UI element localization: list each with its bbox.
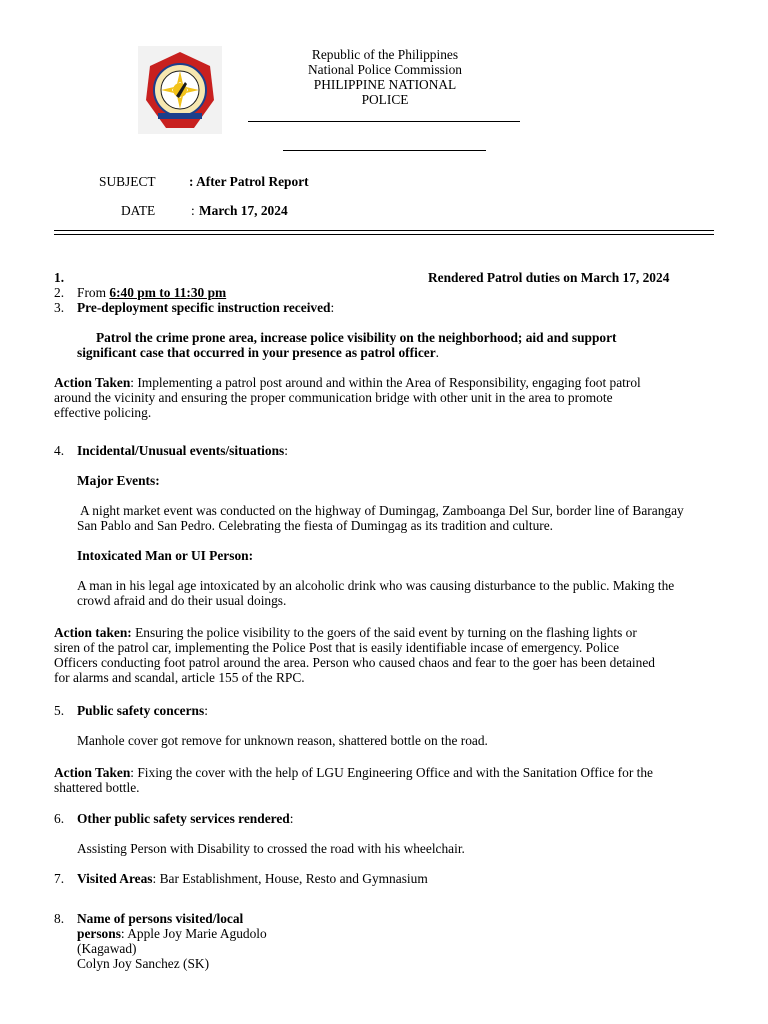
- action2-line1: [54, 625, 724, 641]
- action2-label: Action taken:: [54, 625, 132, 640]
- item3-colon: :: [330, 300, 335, 315]
- action2-line3: Officers conducting foot patrol around the area. Person who caused chaos and fear to the goer has been detained: [54, 655, 655, 670]
- action1-line3: effective policing.: [54, 405, 152, 420]
- item8-title-line2: persons: [77, 926, 121, 941]
- item7-title: Visited Areas: [77, 871, 153, 886]
- item6-text: Assisting Person with Disability to crossed the road with his wheelchair.: [77, 841, 465, 856]
- item8-person2: Colyn Joy Sanchez (SK): [77, 956, 210, 971]
- item5-heading: [77, 703, 208, 719]
- subject-value: : After Patrol Report: [189, 174, 309, 189]
- action2-line2: siren of the patrol car, implementing the Police Post that is easily identifiable incase of emergency. Police: [54, 640, 620, 655]
- action1-text1: : Implementing a patrol post around and within the Area of Responsibility, engaging foot patrol: [130, 375, 641, 390]
- date-colon: :: [191, 203, 195, 218]
- logo-box: [138, 46, 222, 134]
- item5-title: Public safety concerns: [77, 703, 205, 718]
- intoxicated-line1: A man in his legal age intoxicated by an alcoholic drink who was causing disturbance to the public. Making the: [77, 578, 675, 593]
- item7-number: 7.: [54, 871, 65, 886]
- item4-heading: [77, 443, 288, 459]
- action1-label: Action Taken: [54, 375, 131, 390]
- divider-top: [54, 230, 714, 231]
- pnp-seal-icon: [138, 46, 222, 134]
- action2-text1: Ensuring the police visibility to the goers of the said event by turning on the flashing lights or: [131, 625, 637, 640]
- action2-line4: for alarms and scandal, article 155 of the RPC.: [54, 670, 305, 685]
- item3-title: Pre-deployment specific instruction received: [77, 300, 331, 315]
- divider-bottom: [54, 234, 714, 235]
- action3-text1: : Fixing the cover with the help of LGU Engineering Office and with the Sanitation Office for the: [130, 765, 653, 780]
- item5-colon: :: [204, 703, 208, 718]
- item4-colon: :: [284, 443, 288, 458]
- item3-instruction-end: .: [435, 345, 440, 360]
- subject-label: SUBJECT: [99, 174, 156, 189]
- item4-number: 4.: [54, 443, 65, 458]
- action3-line2: shattered bottle.: [54, 780, 140, 795]
- intoxicated-line2: crowd afraid and do their usual doings.: [77, 593, 287, 608]
- item4-title: Incidental/Unusual events/situations: [77, 443, 285, 458]
- item5-text: Manhole cover got remove for unknown reason, shattered bottle on the road.: [77, 733, 488, 748]
- item1-text: Rendered Patrol duties on March 17, 2024: [428, 270, 670, 285]
- header-line-2: National Police Commission: [308, 62, 462, 77]
- item3-instruction-line2: significant case that occurred in your presence as patrol officer: [77, 345, 436, 360]
- item7-text: : Bar Establishment, House, Resto and Gymnasium: [152, 871, 428, 886]
- major-events-title: Major Events:: [77, 473, 160, 488]
- item8-title-line1: Name of persons visited/local: [77, 911, 244, 926]
- header-rule-2: [283, 150, 486, 151]
- item8-line2: [77, 926, 267, 942]
- item8-person1: : Apple Joy Marie Agudolo: [120, 926, 267, 941]
- header-line-4: POLICE: [361, 92, 409, 107]
- item3-heading: [77, 300, 334, 316]
- action1-line1: [54, 375, 724, 391]
- header-line-3: PHILIPPINE NATIONAL: [313, 77, 457, 92]
- action3-label: Action Taken: [54, 765, 131, 780]
- item2-text: [77, 285, 226, 301]
- item6-heading: [77, 811, 293, 827]
- header-rule-1: [248, 121, 520, 122]
- item3-instruction-line2-wrap: [77, 345, 439, 361]
- header-line-1: Republic of the Philippines: [311, 47, 459, 62]
- item6-colon: :: [289, 811, 294, 826]
- date-value: March 17, 2024: [199, 203, 288, 218]
- item2-prefix: From: [77, 285, 107, 300]
- intoxicated-title: Intoxicated Man or UI Person:: [77, 548, 254, 563]
- item8-person1-role: (Kagawad): [77, 941, 137, 956]
- action3-line1: [54, 765, 724, 781]
- item7-line: [77, 871, 428, 887]
- item3-number: 3.: [54, 300, 65, 315]
- item1-number: 1.: [54, 270, 65, 285]
- major-events-line1: A night market event was conducted on the highway of Dumingag, Zamboanga Del Sur, border line of Barangay: [80, 503, 684, 518]
- date-label: DATE: [121, 203, 156, 218]
- item8-number: 8.: [54, 911, 65, 926]
- item6-number: 6.: [54, 811, 65, 826]
- item2-number: 2.: [54, 285, 65, 300]
- action1-line2: around the vicinity and ensuring the proper communication bridge with other unit in the area to promote: [54, 390, 613, 405]
- item5-number: 5.: [54, 703, 65, 718]
- major-events-line2: San Pablo and San Pedro. Celebrating the fiesta of Dumingag as its tradition and culture.: [77, 518, 554, 533]
- item6-title: Other public safety services rendered: [77, 811, 290, 826]
- item2-time: 6:40 pm to 11:30 pm: [109, 285, 227, 300]
- item3-instruction-line1: Patrol the crime prone area, increase police visibility on the neighborhood; aid and support: [96, 330, 617, 345]
